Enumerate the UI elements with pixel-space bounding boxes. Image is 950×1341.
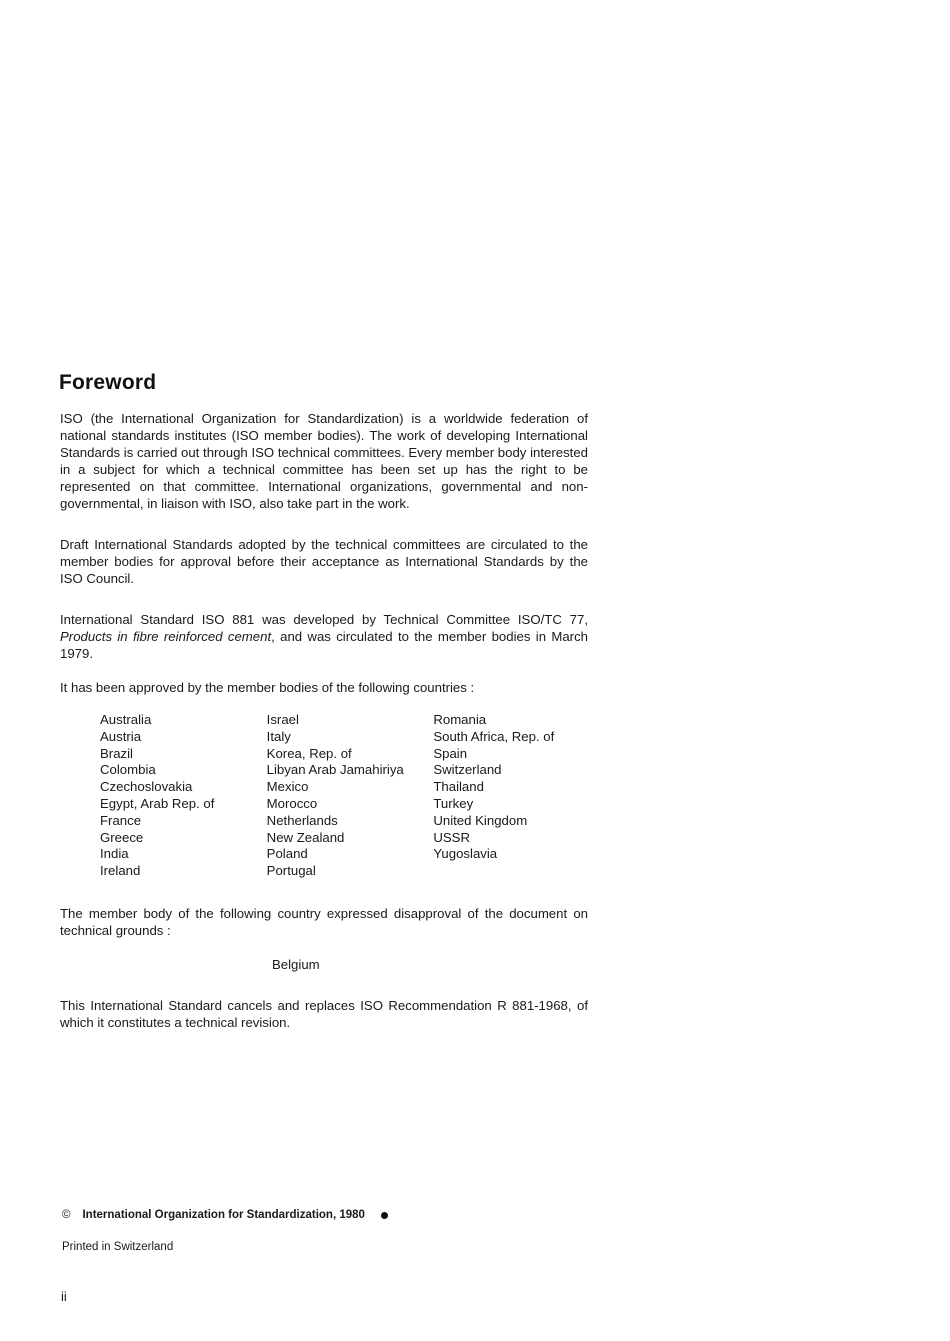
country-item: Poland xyxy=(266,846,308,862)
country-item: Brazil xyxy=(100,745,133,761)
approving-countries-list xyxy=(100,712,600,880)
country-item: New Zealand xyxy=(266,829,345,845)
paragraph-cancels-replaces: This International Standard cancels and replaces ISO Recommendation R 881-1968, of which it constitutes a technical revision. xyxy=(60,998,588,1030)
foreword-heading: Foreword xyxy=(59,371,157,394)
paragraph-draft-standards: Draft International Standards adopted by the technical committees are circulated to the member bodies for approval before their acceptance as International Standards by the ISO Council. xyxy=(60,537,588,586)
country-item: Portugal xyxy=(266,863,316,879)
paragraph-approval: It has been approved by the member bodies of the following countries : xyxy=(60,680,475,695)
country-item: Yugoslavia xyxy=(433,846,498,862)
paragraph-disapproval: The member body of the following country expressed disapproval of the document on technical grounds : xyxy=(60,906,588,938)
printed-in: Printed in Switzerland xyxy=(62,1241,174,1253)
country-column-1 xyxy=(100,712,267,880)
country-item: Korea, Rep. of xyxy=(266,745,352,761)
country-item: Libyan Arab Jamahiriya xyxy=(266,762,404,778)
country-item: Morocco xyxy=(266,795,318,811)
country-item: Ireland xyxy=(100,863,141,879)
country-item: Spain xyxy=(433,745,468,761)
country-item: Switzerland xyxy=(433,762,502,778)
country-item: India xyxy=(100,846,129,862)
country-item: Italy xyxy=(266,728,291,744)
country-column-3 xyxy=(433,712,600,880)
copyright-line xyxy=(62,1207,388,1223)
country-item: Austria xyxy=(100,728,142,744)
country-item: Australia xyxy=(100,712,152,727)
country-item: Egypt, Arab Rep. of xyxy=(100,795,215,811)
country-item: Netherlands xyxy=(266,812,338,828)
country-item: USSR xyxy=(433,829,470,845)
country-item: Mexico xyxy=(266,779,309,795)
bullet-icon xyxy=(381,1212,388,1219)
paragraph-iso-intro: ISO (the International Organization for Standardization) is a worldwide federation of national standards institutes (ISO member bodies). The work of developing International Standards is carried out through ISO technical committees. Every member body interested in a subject for which a technical committee has been set up has the right to be represented on that committee. International organizations, governmental and non-governmental, in liaison with ISO, also take part in the work. xyxy=(60,411,588,511)
committee-title: Products in fibre reinforced cement xyxy=(60,629,272,644)
country-item: Colombia xyxy=(100,762,156,778)
iso-881-text-after: , and was circulated to the member bodies in March 1979. xyxy=(60,629,588,661)
copyright-icon: © xyxy=(62,1209,71,1221)
country-item: South Africa, Rep. of xyxy=(433,728,555,744)
copyright-text: International Organization for Standardization, 1980 xyxy=(82,1209,365,1221)
country-item: Czechoslovakia xyxy=(100,779,193,795)
paragraph-iso-881 xyxy=(60,611,588,662)
country-item: United Kingdom xyxy=(433,812,528,828)
dissenting-country: Belgium xyxy=(272,957,320,972)
country-item: Romania xyxy=(433,712,487,727)
page-number: ii xyxy=(61,1289,67,1304)
country-column-2 xyxy=(267,712,434,880)
country-item: Greece xyxy=(100,829,144,845)
country-item: Thailand xyxy=(433,779,484,795)
country-item: Israel xyxy=(266,712,299,727)
country-item: France xyxy=(100,812,142,828)
country-item: Turkey xyxy=(433,795,474,811)
iso-881-text-before: International Standard ISO 881 was developed by Technical Committee ISO/TC 77, xyxy=(60,612,588,627)
